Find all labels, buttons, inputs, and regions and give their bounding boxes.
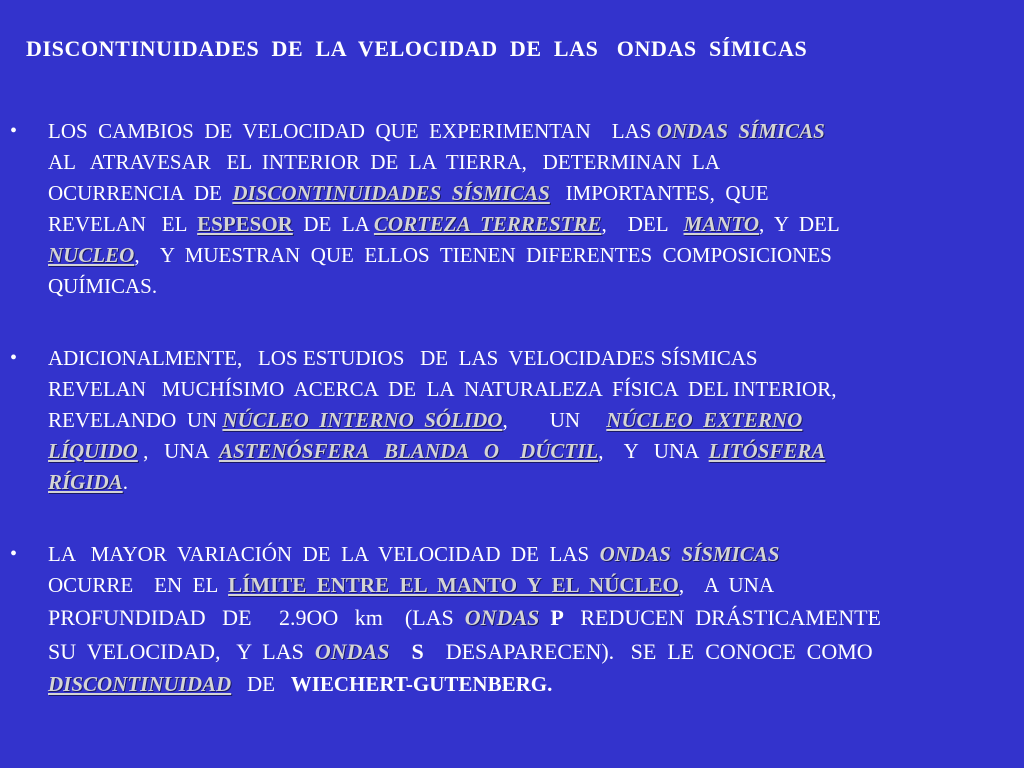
underlined-term: DISCONTINUIDADES SÍSMICAS	[232, 181, 550, 205]
text-line	[48, 601, 1010, 635]
text-line	[48, 209, 1010, 240]
text-run: QUÍMICAS.	[48, 274, 158, 298]
text-run: OCURRENCIA DE	[48, 181, 233, 205]
underlined-term: NÚCLEO INTERNO SÓLIDO	[222, 408, 503, 432]
underlined-term: LÍQUIDO	[48, 439, 138, 463]
bullet-marker: •	[10, 347, 18, 369]
underlined-term: DISCONTINUIDAD	[48, 672, 232, 696]
text-run: SU VELOCIDAD, Y LAS	[48, 639, 315, 664]
text-line	[48, 539, 1010, 570]
bold-term: WIECHERT-GUTENBERG.	[290, 672, 553, 696]
text-line	[48, 178, 1010, 209]
text-run: , UN	[502, 408, 607, 432]
bullet-text	[48, 116, 1010, 302]
underlined-term: NUCLEO	[48, 243, 135, 267]
text-run: , DEL	[601, 212, 684, 236]
emphasis-term: ONDAS	[464, 605, 540, 630]
text-line	[48, 570, 1010, 601]
text-run: REVELAN MUCHÍSIMO ACERCA DE LA NATURALEZA FÍSICA DEL INTERIOR,	[48, 377, 837, 401]
text-line	[48, 240, 1010, 271]
text-run: AL ATRAVESAR EL INTERIOR DE LA TIERRA, DETERMINAN LA	[48, 150, 720, 174]
text-run: , Y DEL	[759, 212, 840, 236]
text-run: PROFUNDIDAD DE 2.9OO km (LAS	[48, 605, 465, 630]
text-line	[48, 374, 1010, 405]
text-line	[48, 271, 1010, 302]
text-run: REVELAN EL	[48, 212, 198, 236]
text-line	[48, 343, 1010, 374]
bullet-text	[48, 539, 1010, 700]
emphasis-term: ONDAS	[314, 639, 390, 664]
text-run: OCURRE EN EL	[48, 573, 229, 597]
bold-term: P	[550, 605, 564, 630]
text-run: , Y MUESTRAN QUE ELLOS TIENEN DIFERENTES COMPOSICIONES	[134, 243, 832, 267]
text-run	[539, 605, 550, 630]
bullet-text	[48, 343, 1010, 498]
underlined-term: CORTEZA TERRESTRE	[373, 212, 602, 236]
text-run: REDUCEN DRÁSTICAMENTE	[563, 605, 881, 630]
text-line	[48, 405, 1010, 436]
underlined-term: NÚCLEO EXTERNO	[606, 408, 803, 432]
text-line	[48, 147, 1010, 178]
text-run: .	[122, 470, 128, 494]
text-line	[48, 116, 1010, 147]
bullet-marker: •	[10, 543, 18, 565]
text-run: ADICIONALMENTE, LOS ESTUDIOS DE LAS VELOCIDADES SÍSMICAS	[48, 346, 758, 370]
text-line	[48, 467, 1010, 498]
underlined-term: LITÓSFERA	[708, 439, 826, 463]
text-run: , Y UNA	[598, 439, 709, 463]
text-run: , A UNA	[678, 573, 774, 597]
text-run: REVELANDO UN	[48, 408, 223, 432]
text-run: IMPORTANTES, QUE	[549, 181, 769, 205]
bold-term: S	[411, 639, 424, 664]
text-run: DE	[231, 672, 291, 696]
bullet-marker: •	[10, 120, 18, 142]
text-run: LOS CAMBIOS DE VELOCIDAD QUE EXPERIMENTAN LAS	[48, 119, 657, 143]
text-line	[48, 635, 1010, 669]
underlined-term: RÍGIDA	[48, 470, 123, 494]
slide-title: DISCONTINUIDADES DE LA VELOCIDAD DE LAS ONDAS SÍMICAS	[26, 36, 808, 61]
underlined-term: ASTENÓSFERA BLANDA O DÚCTIL	[218, 439, 599, 463]
text-run: LA MAYOR VARIACIÓN DE LA VELOCIDAD DE LAS	[48, 542, 600, 566]
bold-underlined-term: LÍMITE ENTRE EL MANTO Y EL NÚCLEO	[228, 573, 679, 597]
text-line	[48, 436, 1010, 467]
text-line	[48, 669, 1010, 700]
text-run	[389, 639, 411, 664]
text-run: DESAPARECEN). SE LE CONOCE COMO	[423, 639, 873, 664]
text-run: DE LA	[292, 212, 374, 236]
bold-underlined-term: ESPESOR	[197, 212, 293, 236]
text-run: , UNA	[137, 439, 219, 463]
underlined-term: MANTO	[683, 212, 759, 236]
emphasis-term: ONDAS SÍMICAS	[656, 119, 825, 143]
emphasis-term: ONDAS SÍSMICAS	[599, 542, 780, 566]
